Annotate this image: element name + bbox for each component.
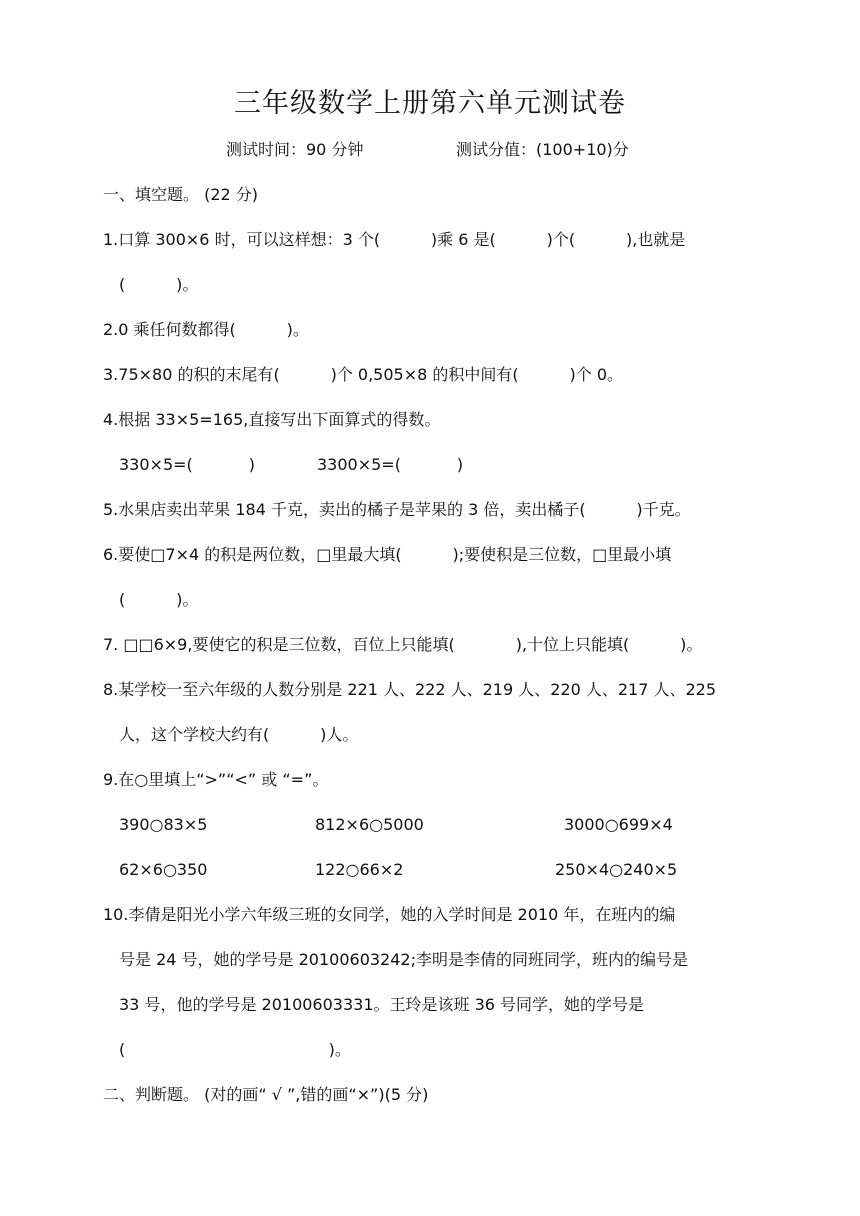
question-1-line-1: 1.口算 300×6 时，可以这样想：3 个( )乘 6 是( )个( ),也就是 (103, 230, 686, 249)
question-5: 5.水果店卖出苹果 184 千克，卖出的橘子是苹果的 3 倍，卖出橘子( )千克。 (103, 500, 691, 519)
question-7: 7. □□6×9,要使它的积是三位数，百位上只能填( ),十位上只能填( )。 (103, 635, 703, 654)
question-8-line-2: 人，这个学校大约有( )人。 (119, 725, 359, 744)
question-3: 3.75×80 的积的末尾有( )个 0,505×8 的积中间有( )个 0。 (103, 365, 623, 384)
question-9-row-2-item-1: 62×6○350 (119, 860, 208, 879)
question-9: 9.在○里填上“>”“<” 或 “=”。 (103, 770, 329, 789)
question-6-line-2: ( )。 (119, 590, 199, 609)
question-4-item-a: 330×5=( ) (119, 455, 255, 474)
document-title: 三年级数学上册第六单元测试卷 (234, 88, 626, 119)
question-9-row-2-item-2: 122○66×2 (315, 860, 404, 879)
section-fill-blank-heading: 一、填空题。 (22 分) (103, 185, 259, 204)
test-time: 测试时间：90 分钟 (226, 140, 364, 159)
question-9-row-1-item-3: 3000○699×4 (564, 815, 673, 834)
question-10-line-3: 33 号，他的学号是 20100603331。王玲是该班 36 号同学，她的学号是 (119, 995, 645, 1014)
question-2: 2.0 乘任何数都得( )。 (103, 320, 309, 339)
question-9-row-1-item-1: 390○83×5 (119, 815, 208, 834)
question-10-line-1: 10.李倩是阳光小学六年级三班的女同学，她的入学时间是 2010 年，在班内的编 (103, 905, 676, 924)
question-6-line-1: 6.要使□7×4 的积是两位数，□里最大填( );要使积是三位数，□里最小填 (103, 545, 672, 564)
test-score: 测试分值：(100+10)分 (456, 140, 629, 159)
question-10-line-2: 号是 24 号，她的学号是 20100603242;李明是李倩的同班同学，班内的编号是 (119, 950, 688, 969)
section-true-false-heading: 二、判断题。 (对的画“ √ ”,错的画“×”)(5 分) (103, 1085, 429, 1104)
question-10-line-4: ( )。 (119, 1040, 351, 1059)
question-9-row-1-item-2: 812×6○5000 (315, 815, 424, 834)
question-4-item-b: 3300×5=( ) (317, 455, 464, 474)
question-4: 4.根据 33×5=165,直接写出下面算式的得数。 (103, 410, 441, 429)
question-1-line-2: ( )。 (119, 275, 199, 294)
question-9-row-2-item-3: 250×4○240×5 (555, 860, 678, 879)
question-8-line-1: 8.某学校一至六年级的人数分别是 221 人、222 人、219 人、220 人、217 人、225 (103, 680, 717, 699)
